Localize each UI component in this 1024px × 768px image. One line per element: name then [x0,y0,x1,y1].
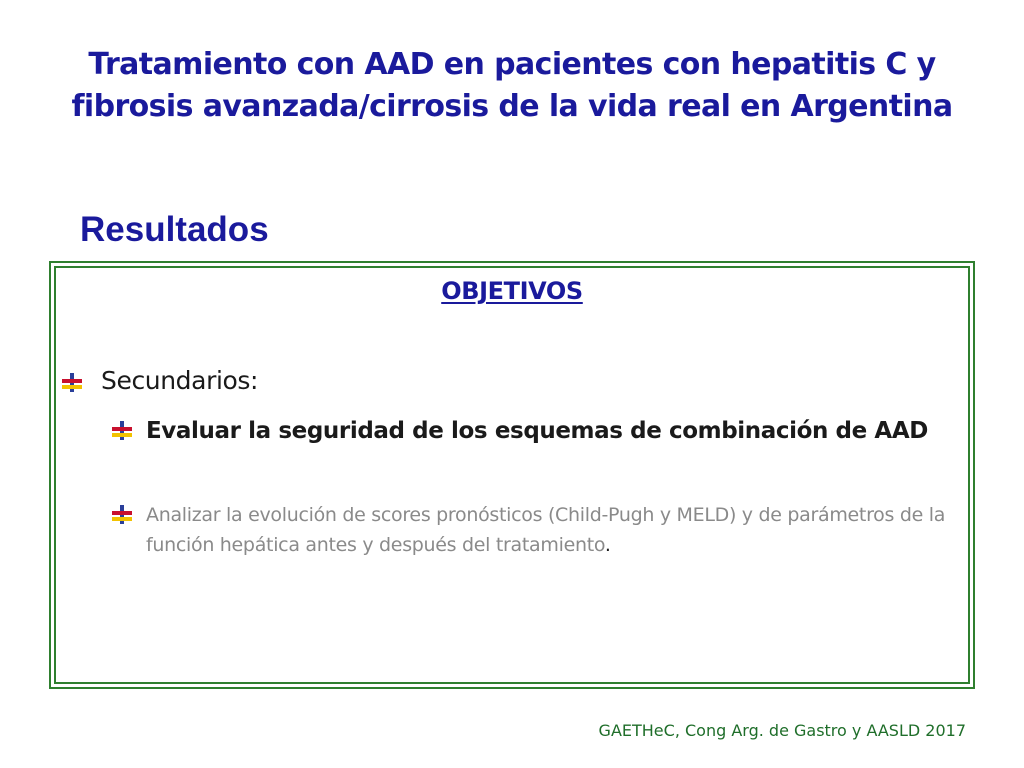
bullet-analizar-text: Analizar la evolución de scores pronósticos (Child-Pugh y MELD) y de parámetros de la función hepática antes y después del tratamiento [146,504,946,556]
bullet-analizar [112,500,962,560]
slide-title-line-1: Tratamiento con AAD en pacientes con hepatitis C y [88,47,936,82]
bullet-evaluar-text: Evaluar la seguridad de los esquemas de combinación de AAD [146,418,928,444]
cross-bullet-icon [112,504,134,526]
slide-title-line-2: fibrosis avanzada/cirrosis de la vida real en Argentina [71,89,953,124]
objectives-heading [0,274,1024,308]
bullet-secundarios [62,364,258,398]
section-heading: Resultados [80,210,269,249]
citation: GAETHeC, Cong Arg. de Gastro y AASLD 2017 [598,721,966,740]
bullet-secundarios-text: Secundarios: [101,366,259,395]
objectives-box [49,261,975,689]
objectives-heading-text: OBJETIVOS [441,277,583,305]
bullet-analizar-period: . [604,534,611,556]
slide-title [40,44,984,128]
bullet-analizar-text-block [146,500,956,560]
objectives-box-inner-border [54,266,970,684]
bullet-evaluar [112,414,962,448]
cross-bullet-icon [62,372,84,394]
cross-bullet-icon [112,420,134,442]
